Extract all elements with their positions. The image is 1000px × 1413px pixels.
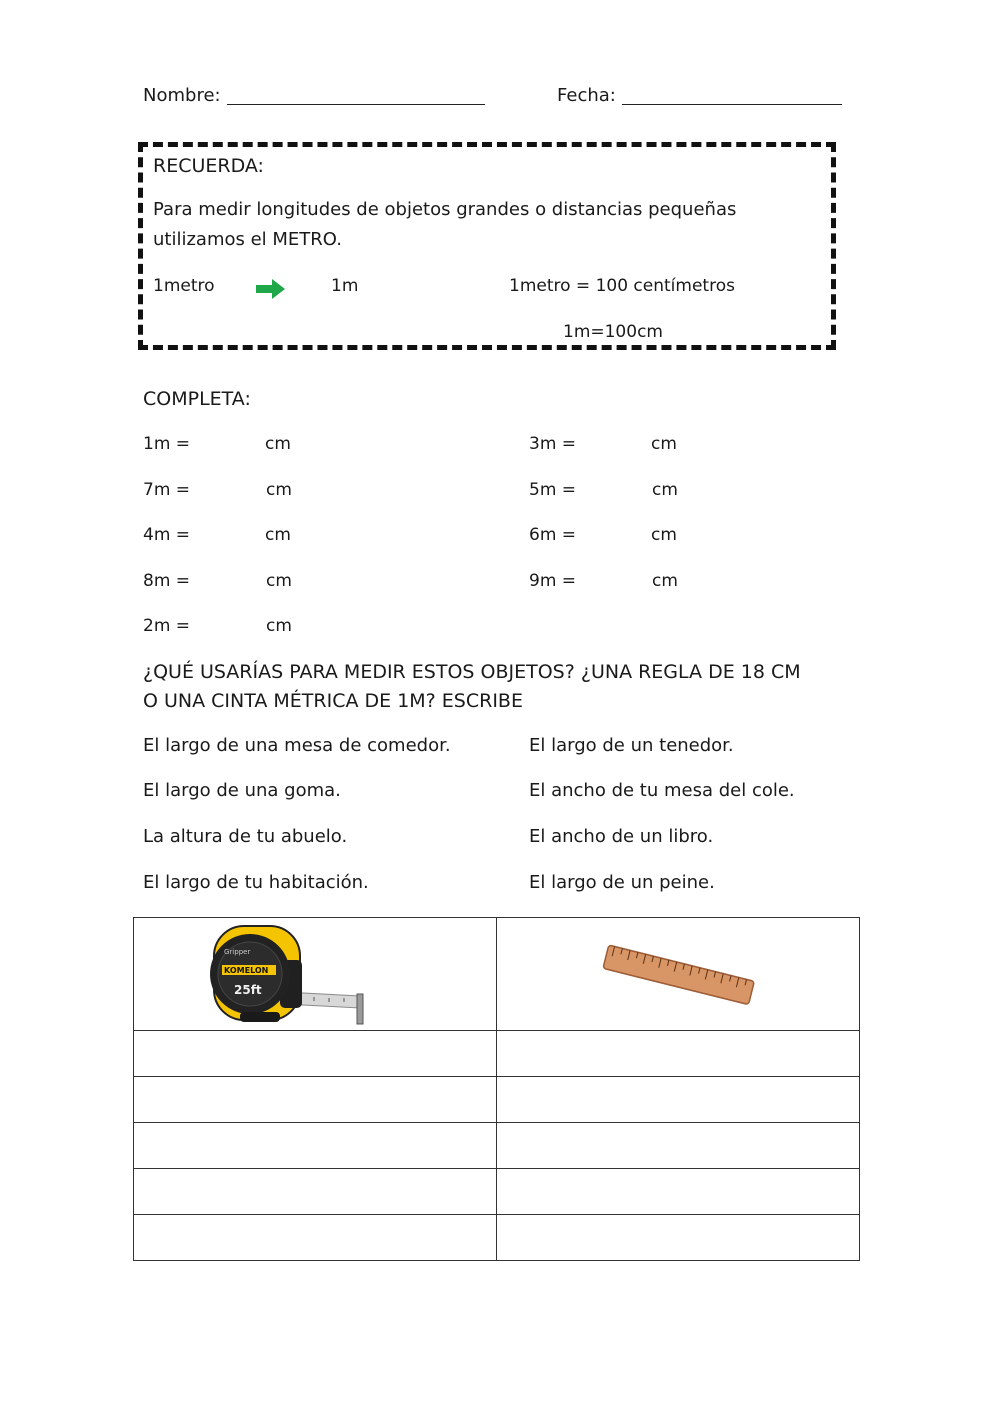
fecha-label: Fecha:: [557, 85, 616, 106]
completa-left-0: 1m =: [143, 434, 191, 454]
completa-left-3: 8m =: [143, 571, 191, 591]
answer-cell-tape-4[interactable]: [134, 1169, 497, 1215]
recuerda-line1: Para medir longitudes de objetos grandes o distancias pequeñas: [153, 199, 737, 220]
tape-small-label: Gripper: [224, 948, 251, 956]
completa-left-2-unit: cm: [265, 525, 291, 545]
completa-left-3-unit: cm: [266, 571, 292, 591]
recuerda-abbr: 1m: [331, 276, 359, 296]
answer-cell-tape-1[interactable]: [134, 1031, 497, 1077]
tape-measure-icon: [204, 920, 374, 1030]
completa-left-1: 7m =: [143, 480, 191, 500]
answer-cell-ruler-3[interactable]: [497, 1123, 860, 1169]
ruler-icon: [595, 932, 765, 1022]
arrow-right-icon: [256, 279, 286, 299]
object-right-3: El largo de un peine.: [529, 872, 715, 893]
table-row: [134, 1031, 860, 1077]
completa-right-2-unit: cm: [651, 525, 677, 545]
answer-cell-tape-2[interactable]: [134, 1077, 497, 1123]
table-header-row: [134, 918, 860, 1031]
answer-cell-ruler-4[interactable]: [497, 1169, 860, 1215]
object-left-1: El largo de una goma.: [143, 780, 341, 801]
recuerda-equivalence: 1metro = 100 centímetros: [509, 276, 735, 296]
question-line2: O UNA CINTA MÉTRICA DE 1M? ESCRIBE: [143, 690, 523, 712]
completa-title: COMPLETA:: [143, 388, 251, 410]
table-row: [134, 1077, 860, 1123]
recuerda-equivalence-short: 1m=100cm: [563, 322, 663, 342]
object-right-2: El ancho de un libro.: [529, 826, 714, 847]
completa-right-0-unit: cm: [651, 434, 677, 454]
answer-table: [133, 917, 860, 1261]
completa-right-3-unit: cm: [652, 571, 678, 591]
object-left-3: El largo de tu habitación.: [143, 872, 369, 893]
table-row: [134, 1169, 860, 1215]
object-left-2: La altura de tu abuelo.: [143, 826, 348, 847]
tape-brand-label: KOMELON: [224, 966, 269, 975]
recuerda-line2: utilizamos el METRO.: [153, 229, 342, 250]
object-right-0: El largo de un tenedor.: [529, 735, 734, 756]
object-left-0: El largo de una mesa de comedor.: [143, 735, 451, 756]
nombre-field[interactable]: [227, 104, 485, 105]
completa-left-0-unit: cm: [265, 434, 291, 454]
completa-right-2: 6m =: [529, 525, 577, 545]
completa-left-4: 2m =: [143, 616, 191, 636]
answer-cell-tape-5[interactable]: [134, 1215, 497, 1261]
recuerda-title: RECUERDA:: [153, 155, 264, 177]
answer-cell-tape-3[interactable]: [134, 1123, 497, 1169]
answer-cell-ruler-1[interactable]: [497, 1031, 860, 1077]
completa-right-1-unit: cm: [652, 480, 678, 500]
object-right-1: El ancho de tu mesa del cole.: [529, 780, 795, 801]
nombre-label: Nombre:: [143, 85, 221, 106]
tape-measure-cell: [134, 918, 497, 1031]
answer-cell-ruler-5[interactable]: [497, 1215, 860, 1261]
ruler-cell: [497, 918, 860, 1031]
completa-right-1: 5m =: [529, 480, 577, 500]
table-row: [134, 1123, 860, 1169]
question-line1: ¿QUÉ USARÍAS PARA MEDIR ESTOS OBJETOS? ¿UNA REGLA DE 18 CM: [143, 661, 801, 683]
completa-left-1-unit: cm: [266, 480, 292, 500]
completa-right-0: 3m =: [529, 434, 577, 454]
completa-left-4-unit: cm: [266, 616, 292, 636]
completa-left-2: 4m =: [143, 525, 191, 545]
fecha-field[interactable]: [622, 104, 842, 105]
table-row: [134, 1215, 860, 1261]
tape-size-label: 25ft: [234, 983, 262, 997]
completa-right-3: 9m =: [529, 571, 577, 591]
answer-cell-ruler-2[interactable]: [497, 1077, 860, 1123]
recuerda-word: 1metro: [153, 276, 215, 296]
